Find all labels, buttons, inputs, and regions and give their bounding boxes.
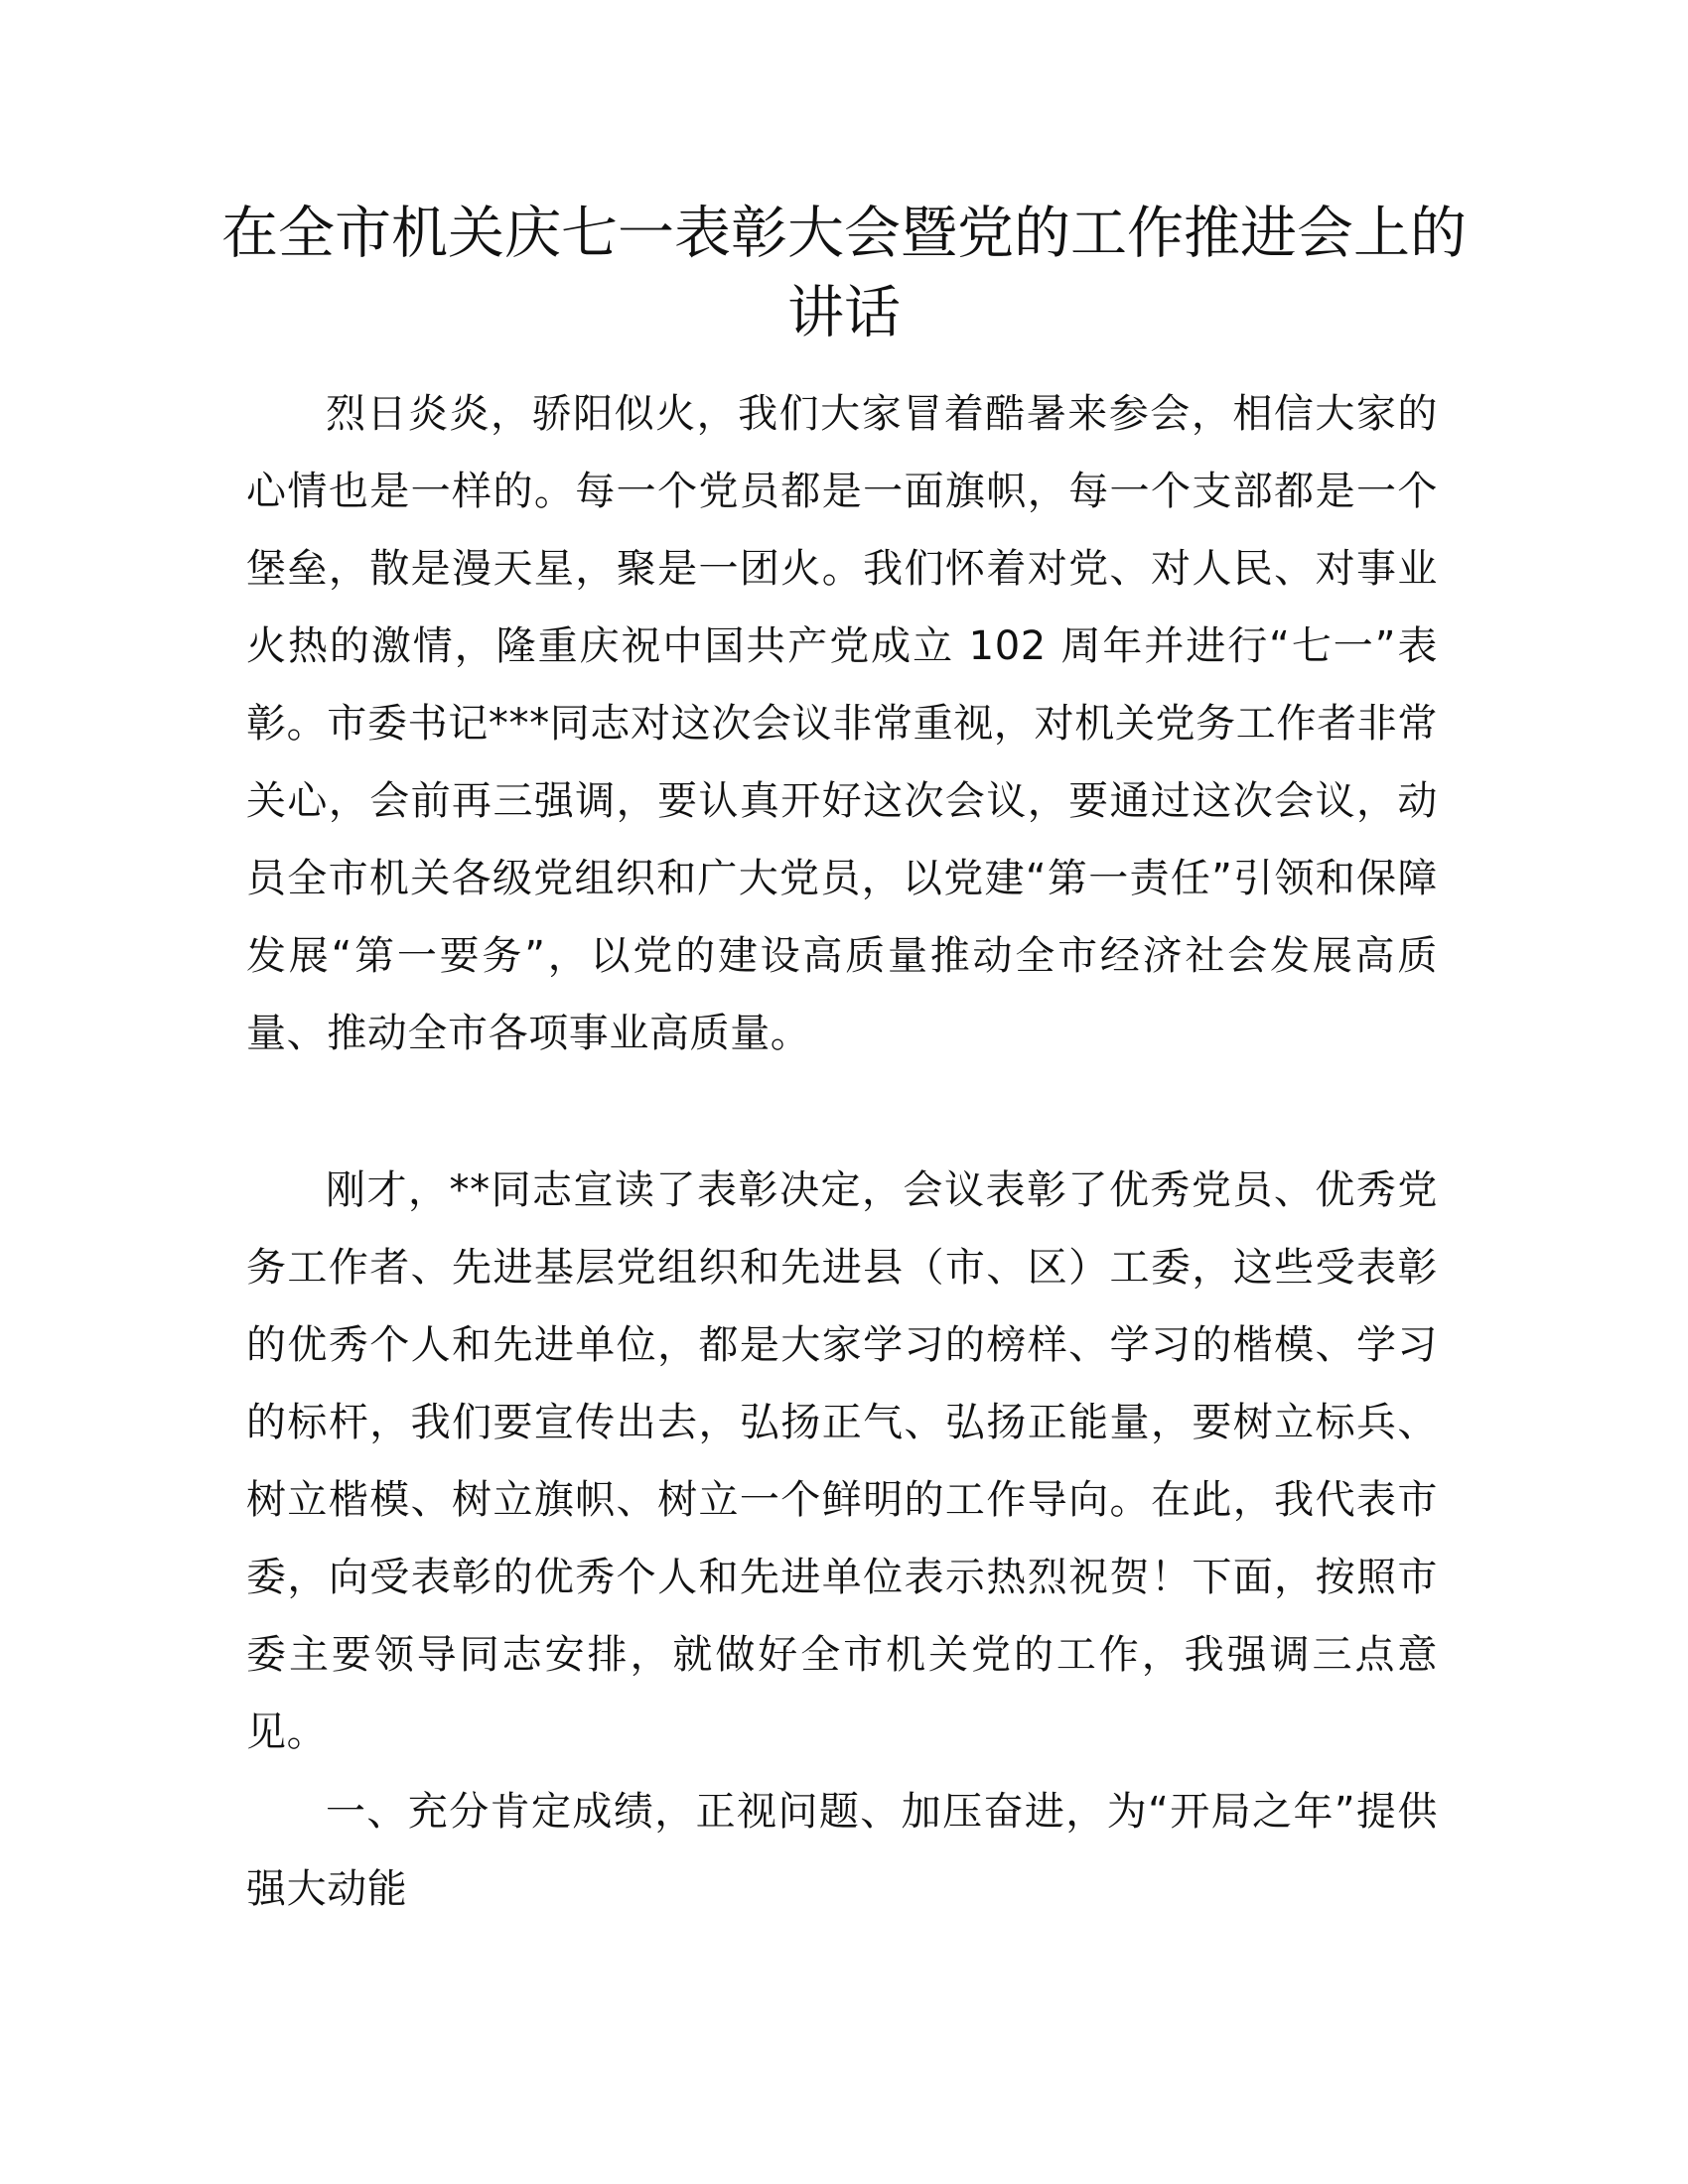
section-heading-one: 一、充分肯定成绩，正视问题、加压奋进，为“开局之年”提供强大动能 [246,1789,1438,1912]
document-title: 在全市机关庆七一表彰大会暨党的工作推进会上的讲话 [221,201,1467,345]
paragraph-commendation: 刚才，**同志宣读了表彰决定，会议表彰了优秀党员、优秀党务工作者、先进基层党组织和先进县（市、区）工委，这些受表彰的优秀个人和先进单位，都是大家学习的榜样、学习的楷模、学习的标杆，我们要宣传出去，弘扬正气、弘扬正能量，要树立标兵、树立楷模、树立旗帜、树立一个鲜明的工作导向。在此，我代表市委，向受表彰的优秀个人和先进单位表示热烈祝贺！下面，按照市委主要领导同志安排，就做好全市机关党的工作，我强调三点意见。 [246,1167,1438,1755]
paragraph-opening: 烈日炎炎，骄阳似火，我们大家冒着酷暑来参会，相信大家的心情也是一样的。每一个党员都是一面旗帜，每一个支部都是一个堡垒，散是漫天星，聚是一团火。我们怀着对党、对人民、对事业火热的激情，隆重庆祝中国共产党成立 102 周年并进行“七一”表彰。市委书记***同志对这次会议非常重视，对机关党务工作者非常关心，会前再三强调，要认真开好这次会议，要通过这次会议，动员全市机关各级党组织和广大党员，以党建“第一责任”引领和保障发展“第一要务”，以党的建设高质量推动全市经济社会发展高质量、推动全市各项事业高质量。 [246,391,1438,1056]
